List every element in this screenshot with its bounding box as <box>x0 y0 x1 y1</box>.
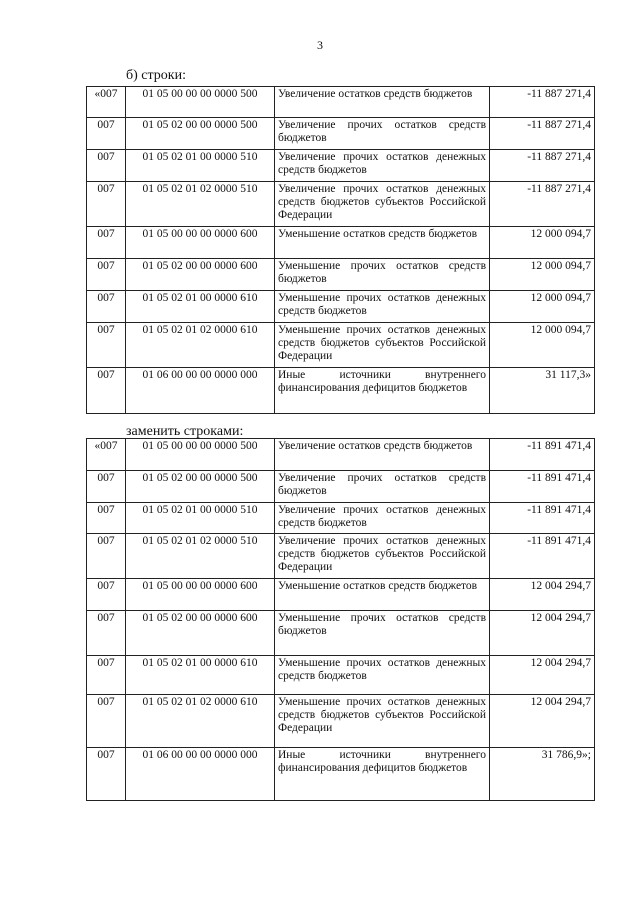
table-row <box>87 611 595 656</box>
admin-code-cell: 007 <box>87 534 126 579</box>
amount-cell: 12 004 294,7 <box>490 611 595 656</box>
amount-cell: 12 000 094,7 <box>490 227 595 259</box>
table-row <box>87 503 595 534</box>
admin-code-cell: 007 <box>87 695 126 748</box>
amount-cell: 12 000 094,7 <box>490 291 595 323</box>
amount-cell: 12 004 294,7 <box>490 579 595 611</box>
budget-code-cell: 01 05 02 01 02 0000 510 <box>126 534 275 579</box>
amount-cell: -11 891 471,4 <box>490 439 595 471</box>
source-name-cell: Увеличение прочих остатков средств бюджетов <box>275 118 490 150</box>
budget-code-cell: 01 05 02 01 00 0000 510 <box>126 150 275 182</box>
source-name-cell: Иные источники внутреннего финансирования дефицитов бюджетов <box>275 368 490 414</box>
budget-code-cell: 01 05 02 00 00 0000 600 <box>126 259 275 291</box>
admin-code-cell: 007 <box>87 503 126 534</box>
table-row <box>87 323 595 368</box>
source-name-cell: Уменьшение прочих остатков денежных средств бюджетов <box>275 291 490 323</box>
amount-cell: -11 891 471,4 <box>490 471 595 503</box>
amount-cell: -11 887 271,4 <box>490 87 595 118</box>
replacement-rows-table <box>86 438 595 801</box>
admin-code-cell: 007 <box>87 150 126 182</box>
budget-code-cell: 01 05 02 01 00 0000 510 <box>126 503 275 534</box>
source-name-cell: Увеличение прочих остатков денежных средств бюджетов <box>275 150 490 182</box>
source-name-cell: Уменьшение прочих остатков средств бюджетов <box>275 259 490 291</box>
admin-code-cell: «007 <box>87 439 126 471</box>
amount-cell: 12 004 294,7 <box>490 695 595 748</box>
admin-code-cell: 007 <box>87 291 126 323</box>
page-number: 3 <box>317 38 323 52</box>
budget-code-cell: 01 05 00 00 00 0000 600 <box>126 227 275 259</box>
admin-code-cell: 007 <box>87 579 126 611</box>
table-row <box>87 259 595 291</box>
original-rows-body <box>87 87 595 414</box>
admin-code-cell: «007 <box>87 87 126 118</box>
amount-cell: -11 887 271,4 <box>490 182 595 227</box>
admin-code-cell: 007 <box>87 748 126 801</box>
budget-code-cell: 01 05 02 01 00 0000 610 <box>126 656 275 695</box>
budget-code-cell: 01 05 00 00 00 0000 500 <box>126 439 275 471</box>
table-row <box>87 291 595 323</box>
amount-cell: -11 891 471,4 <box>490 534 595 579</box>
replacement-rows-body <box>87 439 595 801</box>
amount-cell: 31 786,9»; <box>490 748 595 801</box>
amount-cell: 31 117,3» <box>490 368 595 414</box>
budget-code-cell: 01 06 00 00 00 0000 000 <box>126 368 275 414</box>
source-name-cell: Увеличение остатков средств бюджетов <box>275 87 490 118</box>
budget-code-cell: 01 05 02 01 02 0000 610 <box>126 323 275 368</box>
source-name-cell: Уменьшение остатков средств бюджетов <box>275 579 490 611</box>
budget-code-cell: 01 05 02 00 00 0000 600 <box>126 611 275 656</box>
admin-code-cell: 007 <box>87 227 126 259</box>
budget-code-cell: 01 05 02 01 02 0000 610 <box>126 695 275 748</box>
budget-code-cell: 01 05 02 01 00 0000 610 <box>126 291 275 323</box>
admin-code-cell: 007 <box>87 611 126 656</box>
amount-cell: 12 004 294,7 <box>490 656 595 695</box>
section-b-caption: б) строки: <box>126 68 186 83</box>
admin-code-cell: 007 <box>87 182 126 227</box>
source-name-cell: Увеличение остатков средств бюджетов <box>275 439 490 471</box>
source-name-cell: Уменьшение остатков средств бюджетов <box>275 227 490 259</box>
amount-cell: -11 891 471,4 <box>490 503 595 534</box>
table-row <box>87 227 595 259</box>
budget-code-cell: 01 05 00 00 00 0000 500 <box>126 87 275 118</box>
replacement-caption: заменить строками: <box>126 424 244 439</box>
table-row <box>87 150 595 182</box>
table-row <box>87 579 595 611</box>
budget-code-cell: 01 06 00 00 00 0000 000 <box>126 748 275 801</box>
admin-code-cell: 007 <box>87 118 126 150</box>
source-name-cell: Иные источники внутреннего финансирования дефицитов бюджетов <box>275 748 490 801</box>
source-name-cell: Уменьшение прочих остатков денежных средств бюджетов субъектов Российской Федерации <box>275 695 490 748</box>
source-name-cell: Увеличение прочих остатков денежных средств бюджетов субъектов Российской Федерации <box>275 182 490 227</box>
budget-code-cell: 01 05 02 01 02 0000 510 <box>126 182 275 227</box>
admin-code-cell: 007 <box>87 656 126 695</box>
amount-cell: 12 000 094,7 <box>490 323 595 368</box>
table-row <box>87 118 595 150</box>
table-row <box>87 368 595 414</box>
table-row <box>87 748 595 801</box>
source-name-cell: Увеличение прочих остатков средств бюджетов <box>275 471 490 503</box>
source-name-cell: Уменьшение прочих остатков денежных средств бюджетов <box>275 656 490 695</box>
amount-cell: -11 887 271,4 <box>490 118 595 150</box>
budget-code-cell: 01 05 02 00 00 0000 500 <box>126 118 275 150</box>
table-row <box>87 656 595 695</box>
budget-code-cell: 01 05 00 00 00 0000 600 <box>126 579 275 611</box>
source-name-cell: Уменьшение прочих остатков средств бюджетов <box>275 611 490 656</box>
budget-code-cell: 01 05 02 00 00 0000 500 <box>126 471 275 503</box>
admin-code-cell: 007 <box>87 471 126 503</box>
table-row <box>87 695 595 748</box>
admin-code-cell: 007 <box>87 259 126 291</box>
amount-cell: 12 000 094,7 <box>490 259 595 291</box>
source-name-cell: Увеличение прочих остатков денежных средств бюджетов субъектов Российской Федерации <box>275 534 490 579</box>
admin-code-cell: 007 <box>87 368 126 414</box>
table-row <box>87 471 595 503</box>
table-row <box>87 182 595 227</box>
source-name-cell: Увеличение прочих остатков денежных средств бюджетов <box>275 503 490 534</box>
table-row <box>87 439 595 471</box>
table-row <box>87 534 595 579</box>
source-name-cell: Уменьшение прочих остатков денежных средств бюджетов субъектов Российской Федерации <box>275 323 490 368</box>
original-rows-table <box>86 86 595 414</box>
admin-code-cell: 007 <box>87 323 126 368</box>
table-row <box>87 87 595 118</box>
amount-cell: -11 887 271,4 <box>490 150 595 182</box>
